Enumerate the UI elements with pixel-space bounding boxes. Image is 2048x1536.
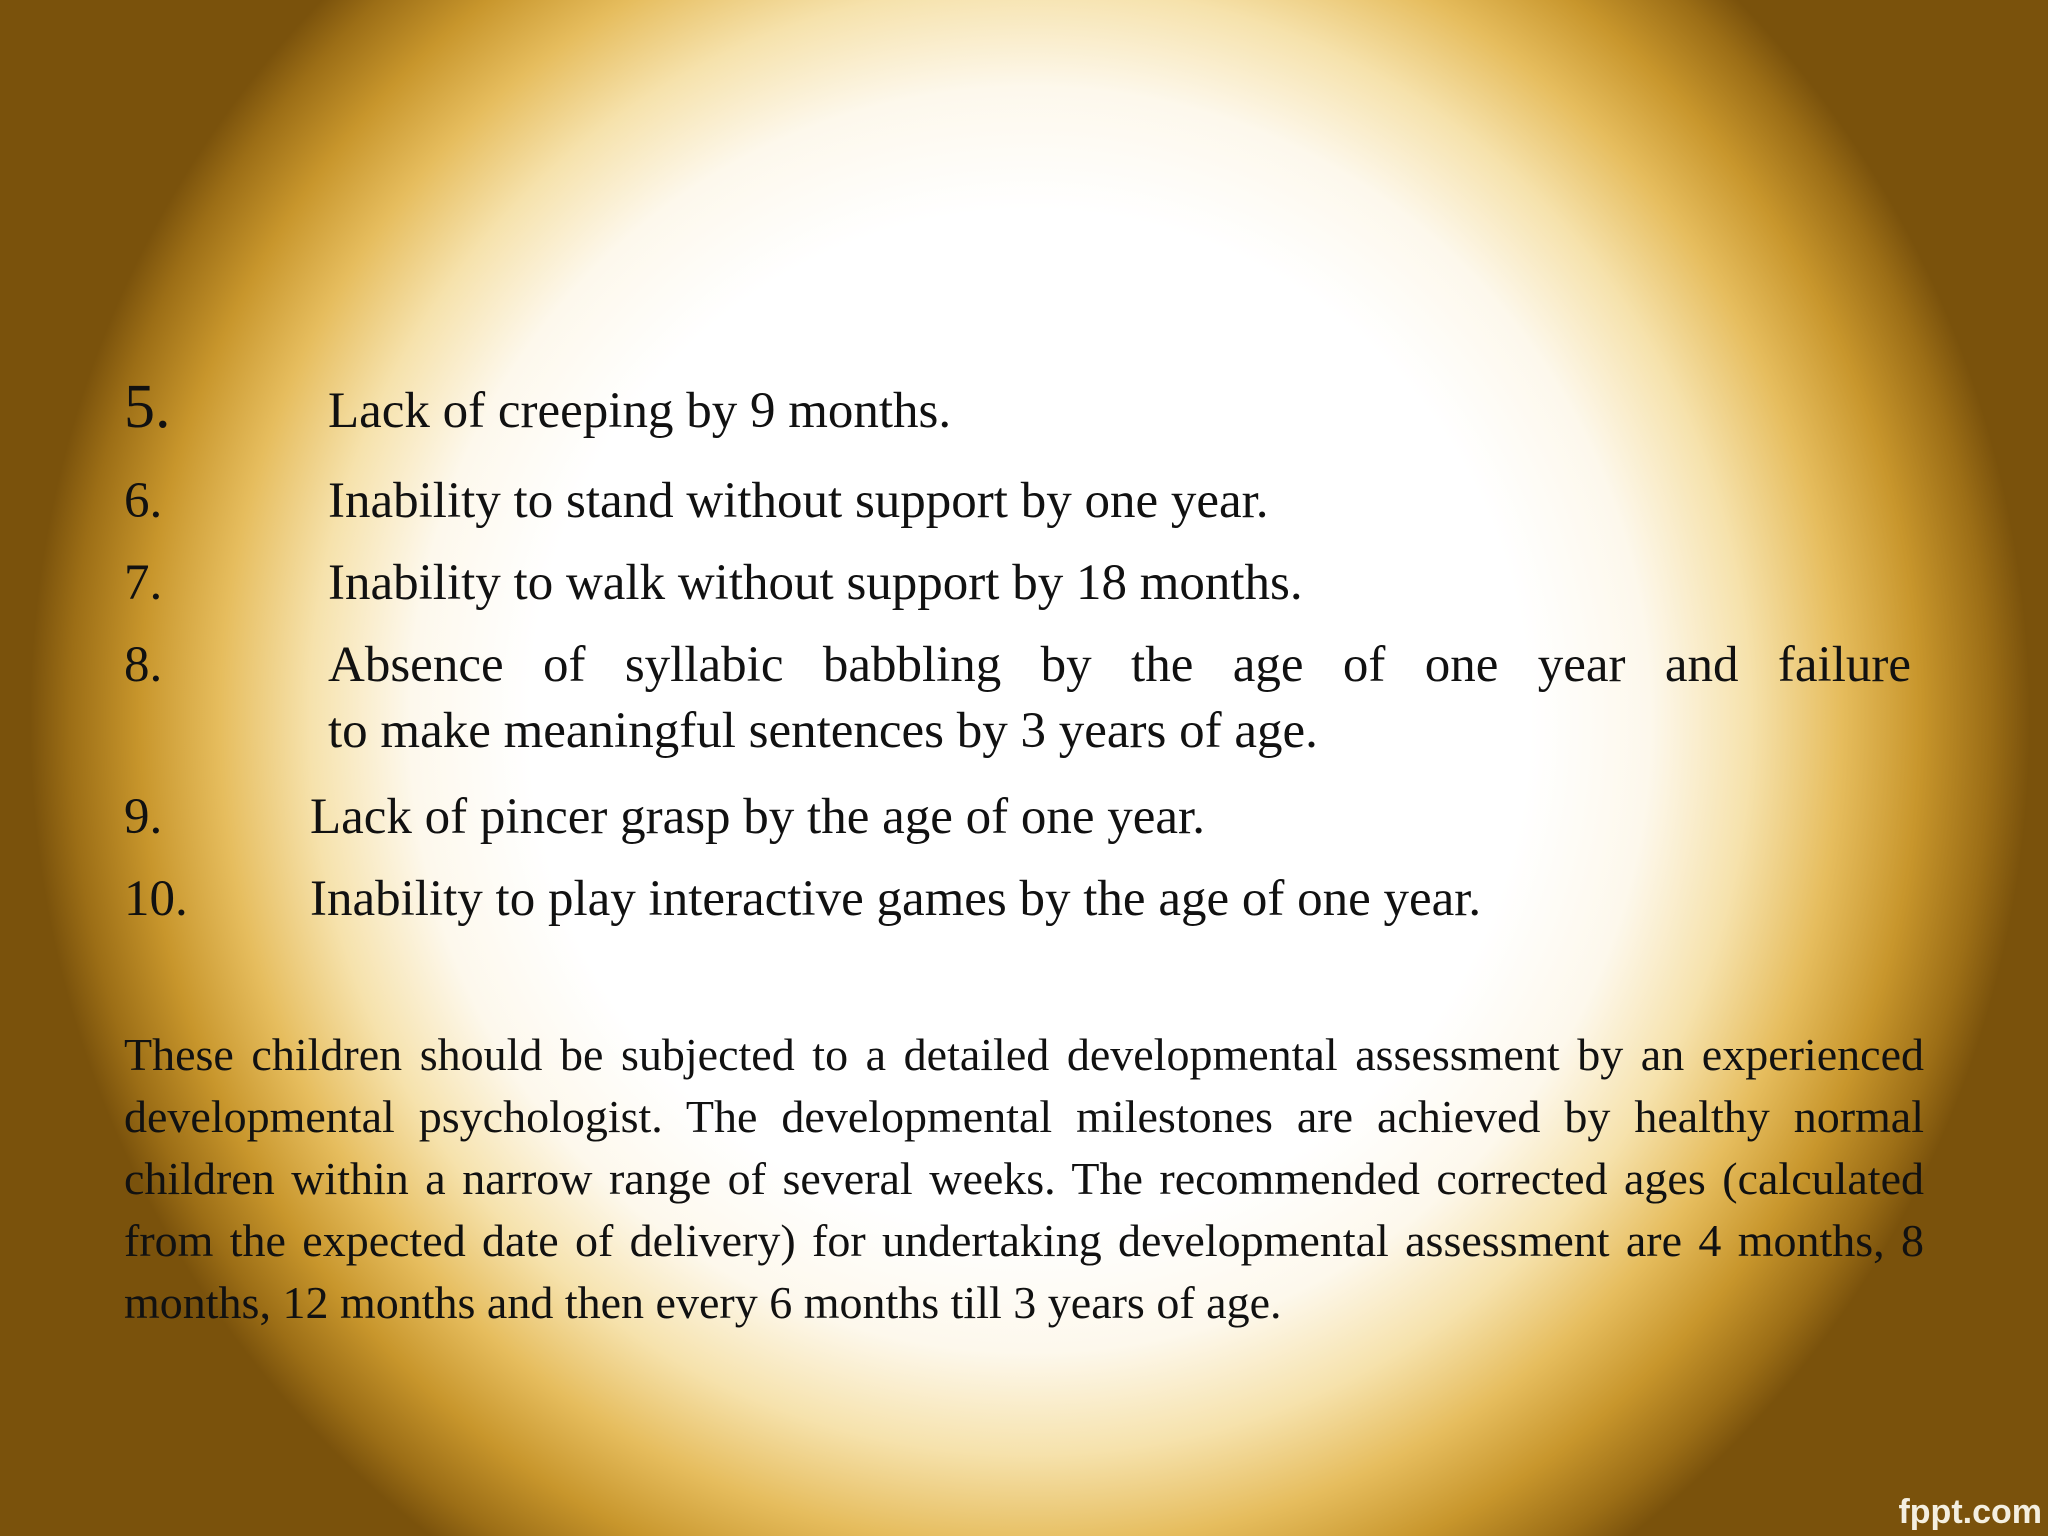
list-item-number: 10. xyxy=(124,871,188,927)
list-item-text-line1: Absence of syllabic babbling by the age of one year and failure xyxy=(328,637,1911,693)
list-item-number: 6. xyxy=(124,473,163,529)
list-item-text: Lack of pincer grasp by the age of one year. xyxy=(310,789,1205,845)
list-item-text: Inability to stand without support by one year. xyxy=(328,473,1269,529)
list-item-number: 9. xyxy=(124,789,163,845)
assessment-paragraph: These children should be subjected to a detailed developmental assessment by an experienced developmental psychologist. The developmental milestones are achieved by healthy normal children within a narrow range of several weeks. The recommended corrected ages (calculated from the expected date of delivery) for undertaking developmental assessment are 4 months, 8 months, 12 months and then every 6 months till 3 years of age. xyxy=(124,1029,1924,1328)
list-item-number: 7. xyxy=(124,555,163,611)
list-item-number: 8. xyxy=(124,637,163,693)
list-item-text: Lack of creeping by 9 months. xyxy=(328,383,952,439)
list-item-text xyxy=(328,632,1911,764)
fppt-watermark: fppt.com xyxy=(1898,1493,2042,1531)
list-item-text: Inability to walk without support by 18 months. xyxy=(328,555,1303,611)
list-item-number: 5. xyxy=(124,373,171,441)
list-item-text: Inability to play interactive games by the age of one year. xyxy=(310,871,1482,927)
list-item-text-line2: to make meaningful sentences by 3 years of age. xyxy=(328,703,1318,759)
